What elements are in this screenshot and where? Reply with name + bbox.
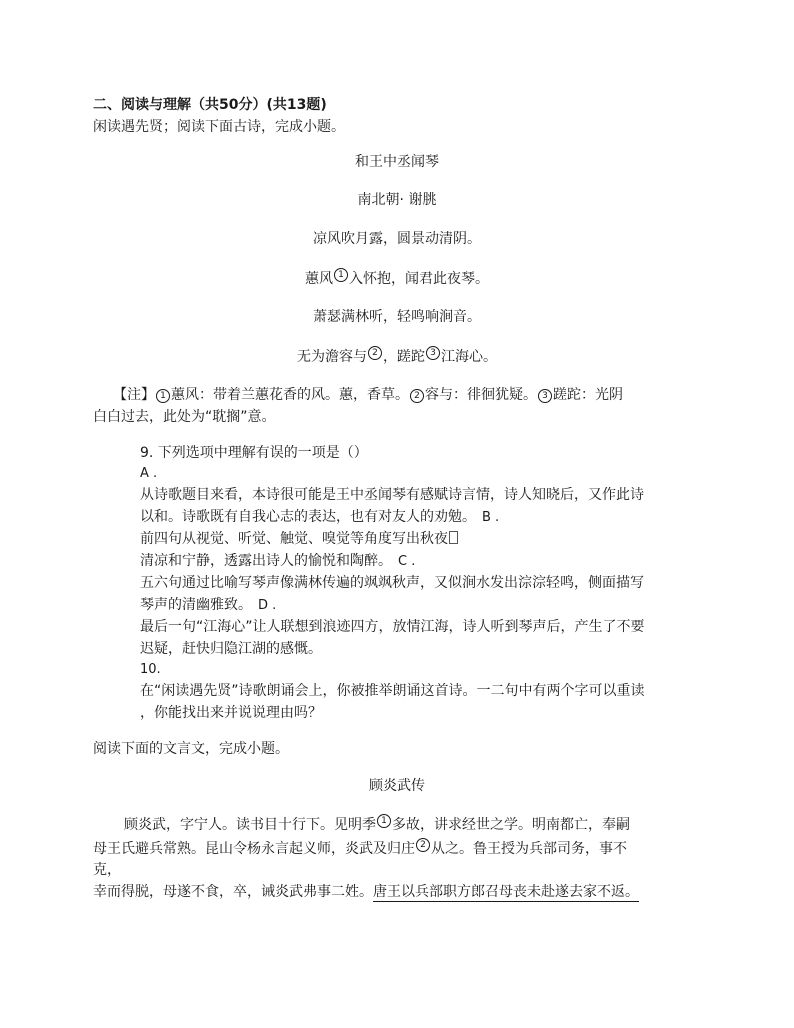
option-c-label: C . [398, 554, 416, 569]
poem-line-2-part-a: 蕙风 [305, 271, 333, 287]
question-10-line-1: 在“闲读遇先贤”诗歌朗诵会上，你被推举朗诵这首诗。一二句中有两个字可以重读 [140, 683, 645, 699]
option-c-line-2 [140, 595, 276, 616]
prose-line-3: 克， [93, 862, 121, 878]
poem-title: 和王中丞闻琴 [355, 154, 439, 170]
prose-underlined-sentence: 唐王以兵部职方郎召母丧未赴遂去家不返。 [373, 884, 639, 900]
prose-line-4-part-a: 幸而得脱，母遂不食，卒，诫炎武弗事二姓。 [93, 884, 373, 900]
poem-line-2 [0, 268, 794, 289]
prose-line-1-part-a: 顾炎武，字宁人。读书目十行下。见明季 [124, 817, 376, 833]
option-b-text-2: 清凉和宁静，透露出诗人的愉悦和陶醉。 [140, 553, 392, 569]
note-item-3: 蹉跎：光阴 [553, 387, 623, 403]
option-d-label: D . [258, 598, 277, 613]
note-item-1: 蕙风：带着兰蕙花香的风。蕙，香草。 [171, 387, 409, 403]
poem-note-line-2: 白白过去，此处为“耽搁”意。 [93, 409, 276, 425]
prose-marker-1: 1 [377, 814, 391, 828]
question-10-number: 10. [140, 662, 161, 677]
option-b-text: 前四句从视觉、听觉、触觉、嗅觉等角度写出秋夜 [140, 531, 448, 547]
footnote-marker-2: 2 [368, 346, 382, 360]
poem-line-4-part-a: 无为澹容与 [297, 349, 367, 365]
section-title: 二、阅读与理解（共50分）(共13题) [93, 97, 327, 113]
option-c-line-1: 五六句通过比喻写琴声像满林传遍的飒飒秋声，又似涧水发出淙淙轻鸣，侧面描写 [140, 575, 644, 591]
note-marker-3: 3 [538, 389, 552, 403]
question-9-stem: 9. 下列选项中理解有误的一项是（） [140, 445, 368, 461]
prose-line-2-part-b: 从之。鲁王授为兵部司务，事不 [431, 841, 627, 857]
prose-line-1 [124, 814, 630, 835]
prose-line-2-part-a: 母王氏避兵常熟。昆山令杨永言起义师，炎武及归庄 [93, 841, 415, 857]
poem-line-4-part-c: 江海心。 [441, 349, 497, 365]
option-b-line-1 [140, 529, 458, 549]
option-a-text: 以和。诗歌既有自我心志的表达，也有对友人的劝勉。 [140, 509, 476, 525]
option-a-line-1: 从诗歌题目来看，本诗很可能是王中丞闻琴有感赋诗言情，诗人知晓后，又作此诗 [140, 487, 644, 503]
prose-line-1-part-b: 多故，讲求经世之学。明南都亡，奉嗣 [392, 817, 630, 833]
note-item-2: 容与：徘徊犹疑。 [425, 387, 537, 403]
prose-intro: 阅读下面的文言文，完成小题。 [93, 741, 289, 757]
poem-line-4 [0, 346, 794, 367]
option-d-line-1: 最后一句“江海心”让人联想到浪迹四方，放情江海，诗人听到琴声后，产生了不要 [140, 619, 645, 635]
poem-line-3: 萧瑟满林听，轻鸣响涧音。 [313, 309, 481, 325]
note-marker-1: 1 [156, 389, 170, 403]
prose-title: 顾炎武传 [369, 778, 425, 794]
note-label: 【注】 [113, 387, 155, 403]
poem-note-line-1 [113, 385, 623, 405]
prose-marker-2: 2 [416, 838, 430, 852]
prose-line-4 [93, 882, 639, 902]
option-a-label: A . [140, 466, 158, 481]
footnote-marker-3: 3 [426, 346, 440, 360]
option-d-line-2: 迟疑，赶快归隐江湖的感慨。 [140, 641, 322, 657]
note-marker-2: 2 [410, 389, 424, 403]
footnote-marker-1: 1 [334, 268, 348, 282]
poem-author: 南北朝· 谢朓 [357, 192, 437, 208]
option-a-line-2 [140, 507, 499, 528]
option-b-line-2 [140, 551, 415, 572]
prose-line-2 [93, 838, 627, 859]
poem-line-4-part-b: ，蹉跎 [383, 349, 425, 365]
option-b-label: B . [482, 510, 500, 525]
option-c-text-2: 琴声的清幽雅致。 [140, 597, 252, 613]
reading-intro: 闲读遇先贤；阅读下面古诗，完成小题。 [93, 119, 345, 135]
poem-line-1: 凉风吹月露，圆景动清阴。 [313, 231, 481, 247]
poem-line-2-part-b: 入怀抱，闻君此夜琴。 [349, 271, 489, 287]
question-10-line-2: ，你能找出来并说说理由吗？ [140, 705, 322, 721]
missing-glyph-icon [449, 531, 458, 544]
